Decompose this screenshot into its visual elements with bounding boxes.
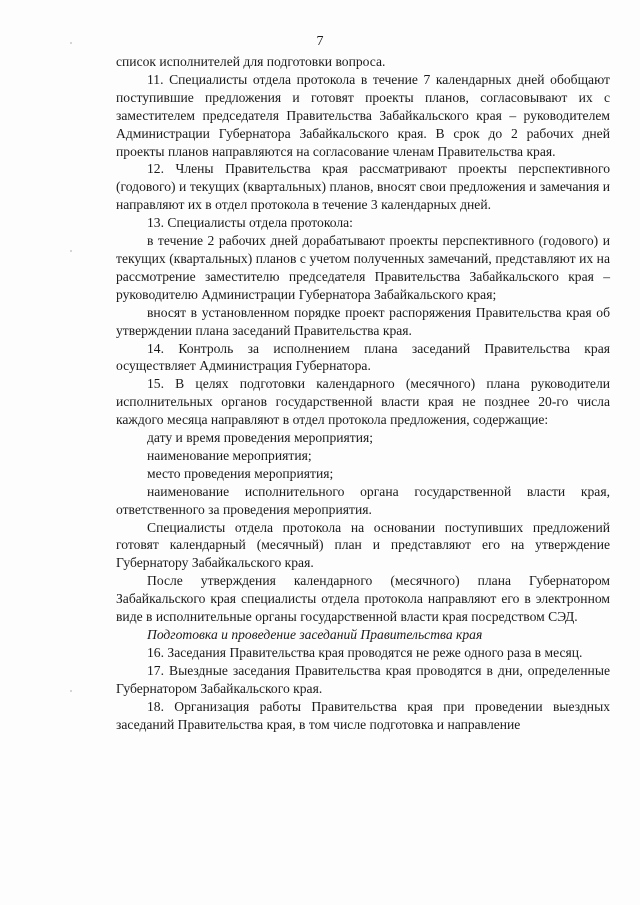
paragraph-continuation: список исполнителей для подготовки вопроса. — [116, 54, 386, 69]
paragraph-item-15-continuation-2: После утверждения календарного (месячного) плана Губернатором Забайкальского края специалисты отдела протокола направляют его в электронном виде в исполнительные органы государственной власти края посредством СЭД. — [116, 573, 610, 625]
scan-dot — [70, 250, 72, 252]
paragraph-item-18: 18. Организация работы Правительства края при проведении выездных заседаний Правительства края, в том числе подготовка и направление — [116, 698, 610, 732]
paragraph-item-14: 14. Контроль за исполнением плана заседаний Правительства края осуществляет Администрация Губернатора. — [116, 340, 610, 374]
paragraph-item-13-sub-2: вносят в установленном порядке проект распоряжения Правительства края об утверждении плана заседаний Правительства края. — [116, 304, 610, 338]
scan-dot — [70, 42, 72, 44]
paragraph-item-15-list-4: наименование исполнительного органа государственной власти края, ответственного за проведения мероприятия. — [116, 483, 610, 517]
paragraph-item-12: 12. Члены Правительства края рассматривают проекты перспективного (годового) и текущих (квартальных) планов, вносят свои предложения и замечания и направляют их в отдел протокола в течение 3 календарных дней. — [116, 161, 610, 213]
paragraph-item-15-list-2: наименование мероприятия; — [147, 447, 312, 463]
paragraph-item-13: 13. Специалисты отдела протокола: — [147, 215, 353, 231]
paragraph-item-11: 11. Специалисты отдела протокола в течение 7 календарных дней обобщают поступившие предложения и готовят проекты планов, согласовывают их с заместителем председателя Правительства Забайкальского края – руководителем Администрации Губернатора Забайкальского края. В срок до 2 рабочих дней проекты планов направляются на согласование членам Правительства края. — [116, 71, 610, 159]
paragraph-item-15-continuation-1: Специалисты отдела протокола на основании поступивших предложений готовят календарный (месячный) план и представляют его на утверждение Губернатору Забайкальского края. — [116, 519, 610, 571]
paragraph-item-17: 17. Выездные заседания Правительства края проводятся в дни, определенные Губернатором Забайкальского края. — [116, 662, 610, 696]
paragraph-item-15: 15. В целях подготовки календарного (месячного) плана руководители исполнительных органов государственной власти края не позднее 20-го числа каждого месяца направляют в отдел протокола предложения, содержащие: — [116, 376, 610, 428]
page-number: 7 — [316, 34, 324, 49]
paragraph-item-13-sub-1: в течение 2 рабочих дней дорабатывают проекты перспективного (годового) и текущих (квартальных) планов с учетом полученных замечаний, представляют их на рассмотрение заместителю председателя Правительства Забайкальского края – руководителю Администрации Губернатора Забайкальского края; — [116, 233, 610, 302]
scan-dot — [70, 690, 72, 692]
document-body — [116, 53, 610, 733]
paragraph-item-15-list-1: дату и время проведения мероприятия; — [147, 430, 374, 446]
section-heading: Подготовка и проведение заседаний Правительства края — [147, 627, 483, 642]
paragraph-item-15-list-3: место проведения мероприятия; — [147, 465, 334, 481]
paragraph-item-16: 16. Заседания Правительства края проводятся не реже одного раза в месяц. — [147, 644, 583, 660]
